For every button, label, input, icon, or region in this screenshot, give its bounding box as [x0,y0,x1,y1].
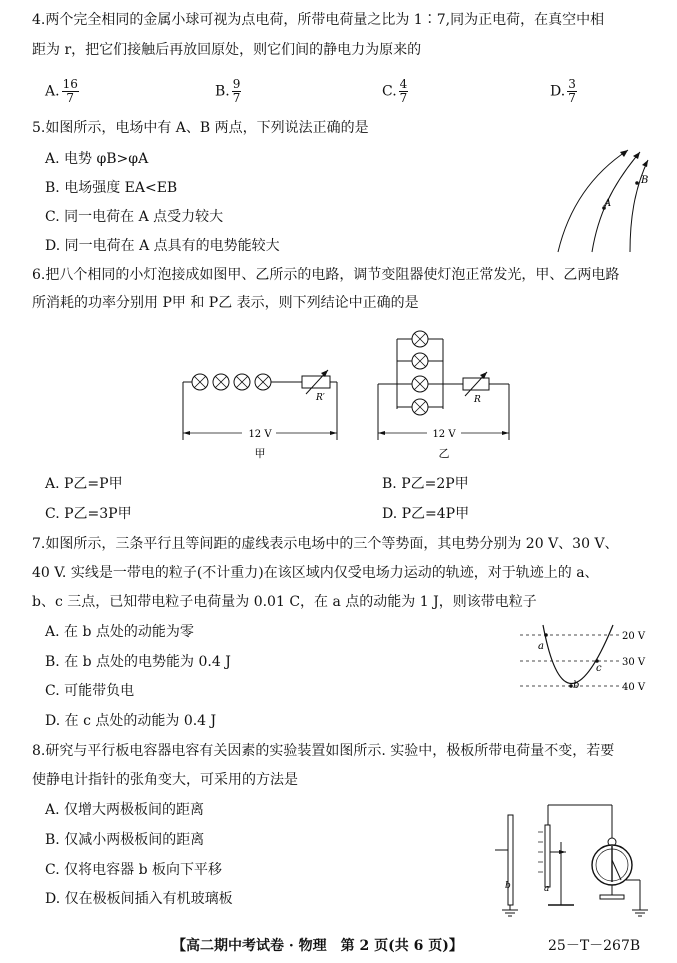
q6-option-b: B. P乙=2P甲 [382,476,469,492]
caption-yi: 乙 [438,447,450,460]
footer-code: 25－T－267B [548,938,641,954]
plate-b-label: b [505,881,511,891]
caption-jia: 甲 [254,447,266,460]
voltage-label-yi: 12 V [432,429,456,440]
q4-option-c: C. $\frac{4}{7}$ [382,77,408,105]
q7-equipotential-figure [515,622,665,702]
q8-option-b: B. 仅减小两极板间的距离 [45,832,205,848]
point-b-label: b [573,680,580,691]
rheostat-label-jia: R′ [316,393,325,403]
point-c-label: c [596,663,602,674]
q5-option-a: A. 电势 φB>φA [45,151,149,167]
potential-30v-label: 30 V [622,657,646,668]
q5-stem: 5.如图所示，电场中有 A、B 两点，下列说法正确的是 [32,120,369,136]
q8-stem-line1: 8.研究与平行板电容器电容有关因素的实验装置如图所示. 实验中，极板所带电荷量不变，若要 [32,743,615,759]
q6-option-a: A. P乙=P甲 [45,476,123,492]
q5-option-c: C. 同一电荷在 A 点受力较大 [45,209,224,225]
q7-stem-line1: 7.如图所示，三条平行且等间距的虚线表示电场中的三个等势面，其电势分别为 20 V、30 V、 [32,536,619,552]
q5-field-lines-figure [550,140,660,255]
q8-electrometer-figure [490,800,660,918]
q4-stem-line2: 距为 r，把它们接触后再放回原处，则它们间的静电力为原来的 [32,42,422,58]
point-b-label: B [641,175,649,186]
q7-stem-line2: 40 V. 实线是一带电的粒子(不计重力)在该区域内仅受电场力运动的轨迹，对于轨迹上的 a、 [32,565,599,581]
q7-option-d: D. 在 c 点处的动能为 0.4 J [45,713,217,729]
footer-title: 【高二期中考试卷 · 物理 第 2 页(共 6 页)】 [172,938,463,954]
q8-option-d: D. 仅在极板间插入有机玻璃板 [45,891,233,907]
q7-stem-line3: b、c 三点，已知带电粒子电荷量为 0.01 C，在 a 点的动能为 1 J，则该带电粒子 [32,594,537,610]
q6-stem-line2: 所消耗的功率分别用 P甲 和 P乙 表示，则下列结论中正确的是 [32,295,419,311]
potential-40v-label: 40 V [622,682,646,693]
q6-option-c: C. P乙=3P甲 [45,506,132,522]
potential-20v-label: 20 V [622,631,646,642]
plate-a-label: a [544,884,550,894]
q4-option-b: B. $\frac{9}{7}$ [215,77,241,105]
rheostat-label-yi: R [474,395,481,405]
q8-option-c: C. 仅将电容器 b 板向下平移 [45,862,222,878]
point-a-label: a [538,641,544,652]
point-a-label: A [604,198,612,209]
q7-option-a: A. 在 b 点处的动能为零 [45,624,194,640]
voltage-label-jia: 12 V [248,429,272,440]
q7-option-b: B. 在 b 点处的电势能为 0.4 J [45,654,231,670]
q6-circuit-yi [375,325,515,460]
q6-option-d: D. P乙=4P甲 [382,506,470,522]
q4-option-a: A. $\frac{16}{7}$ [45,77,78,105]
q8-option-a: A. 仅增大两极板间的距离 [45,802,205,818]
q6-circuit-jia [180,360,355,460]
q5-option-d: D. 同一电荷在 A 点具有的电势能较大 [45,238,280,254]
q5-option-b: B. 电场强度 EA<EB [45,180,178,196]
q8-stem-line2: 使静电计指针的张角变大，可采用的方法是 [32,772,298,788]
q6-stem-line1: 6.把八个相同的小灯泡接成如图甲、乙所示的电路，调节变阻器使灯泡正常发光，甲、乙两电路 [32,267,620,283]
q7-option-c: C. 可能带负电 [45,683,135,699]
q4-stem-line1: 4.两个完全相同的金属小球可视为点电荷，所带电荷量之比为 1∶7,同为正电荷，在真空中相 [32,12,605,28]
q4-option-d: D. $\frac{3}{7}$ [550,77,576,105]
